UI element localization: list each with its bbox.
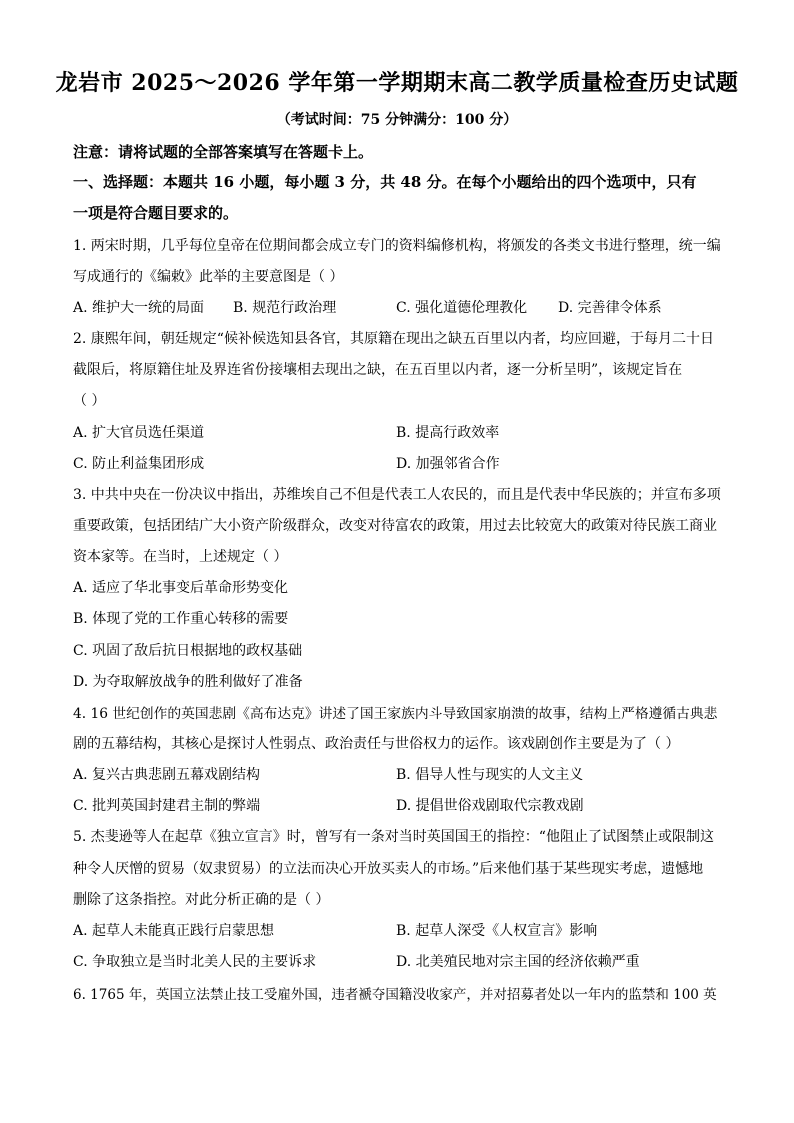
question-3-option-b[interactable]: B. 体现了党的工作重心转移的需要 (73, 611, 289, 627)
question-3-text: 资本家等。在当时，上述规定（ ） (73, 549, 288, 565)
question-4-text: 剧的五幕结构，其核心是探讨人性弱点、政治责任与世俗权力的运作。该戏剧创作主要是为了（ ） (73, 736, 680, 752)
question-1-option-b[interactable]: B. 规范行政治理 (233, 300, 337, 316)
notice-text: 注意：请将试题的全部答案填写在答题卡上。 (73, 143, 374, 161)
question-2-option-c[interactable]: C. 防止利益集团形成 (73, 456, 205, 472)
page-title: 龙岩市 2025～2026 学年第一学期期末高二教学质量检查历史试题 (55, 70, 739, 96)
question-5-text: 种令人厌憎的贸易（奴隶贸易）的立法而决心开放买卖人的市场。”后来他们基于某些现实考虑，遗憾地 (73, 861, 704, 877)
question-5-option-b[interactable]: B. 起草人深受《人权宣言》影响 (396, 923, 598, 939)
question-5-text: 删除了这条指控。对此分析正确的是（ ） (73, 892, 330, 908)
question-4-option-b[interactable]: B. 倡导人性与现实的人文主义 (396, 767, 584, 783)
question-3-text: 重要政策，包括团结广大小资产阶级群众，改变对待富农的政策，用过去比较宽大的政策对待民族工商业 (73, 518, 717, 534)
question-4-option-a[interactable]: A. 复兴古典悲剧五幕戏剧结构 (73, 767, 261, 783)
question-4-text: 4. 16 世纪创作的英国悲剧《高布达克》讲述了国王家族内斗导致国家崩溃的故事，结构上严格遵循古典悲 (73, 706, 718, 722)
question-2-option-a[interactable]: A. 扩大官员选任渠道 (73, 425, 205, 441)
question-2-text: （ ） (73, 393, 106, 409)
question-1-option-c[interactable]: C. 强化道德伦理教化 (396, 300, 528, 316)
question-3-option-c[interactable]: C. 巩固了敌后抗日根据地的政权基础 (73, 643, 303, 659)
exam-time-info: （考试时间：75 分钟满分：100 分） (276, 112, 518, 128)
question-4-option-d[interactable]: D. 提倡世俗戏剧取代宗教戏剧 (396, 798, 584, 814)
question-5-option-c[interactable]: C. 争取独立是当时北美人民的主要诉求 (73, 954, 317, 970)
section-heading-line-2: 一项是符合题目要求的。 (73, 204, 239, 222)
question-1-text: 1. 两宋时期，几乎每位皇帝在位期间都会成立专门的资料编修机构，将颁发的各类文书进行整理，统一编 (73, 238, 721, 254)
question-1-option-d[interactable]: D. 完善律令体系 (558, 300, 662, 316)
question-5-option-a[interactable]: A. 起草人未能真正践行启蒙思想 (73, 923, 275, 939)
question-5-option-d[interactable]: D. 北美殖民地对宗主国的经济依赖严重 (396, 954, 640, 970)
question-5-text: 5. 杰斐逊等人在起草《独立宣言》时，曾写有一条对当时英国国王的指控：“他阻止了试图禁止或限制这 (73, 829, 714, 845)
question-4-option-c[interactable]: C. 批判英国封建君主制的弊端 (73, 798, 261, 814)
question-3-text: 3. 中共中央在一份决议中指出，苏维埃自己不但是代表工人农民的，而且是代表中华民族的；并宣布多项 (73, 487, 721, 503)
question-2-text: 2. 康熙年间，朝廷规定“候补候选知县各官，其原籍在现出之缺五百里以内者，均应回避，于每月二十日 (73, 331, 714, 347)
question-3-option-d[interactable]: D. 为夺取解放战争的胜利做好了准备 (73, 674, 303, 690)
question-1-option-a[interactable]: A. 维护大一统的局面 (73, 300, 205, 316)
section-heading-line-1: 一、选择题：本题共 16 小题，每小题 3 分，共 48 分。在每个小题给出的四个选项中，只有 (73, 173, 697, 191)
question-3-option-a[interactable]: A. 适应了华北事变后革命形势变化 (73, 580, 289, 596)
question-6-text: 6. 1765 年，英国立法禁止技工受雇外国，违者褫夺国籍没收家产，并对招募者处以一年内的监禁和 100 英 (73, 987, 717, 1003)
question-2-text: 截限后，将原籍住址及界连省份接壤相去现出之缺，在五百里以内者，逐一分析呈明”，该规定旨在 (73, 362, 683, 378)
question-2-option-b[interactable]: B. 提高行政效率 (396, 425, 500, 441)
question-2-option-d[interactable]: D. 加强邻省合作 (396, 456, 500, 472)
question-1-text: 写成通行的《编敕》此举的主要意图是（ ） (73, 269, 344, 285)
